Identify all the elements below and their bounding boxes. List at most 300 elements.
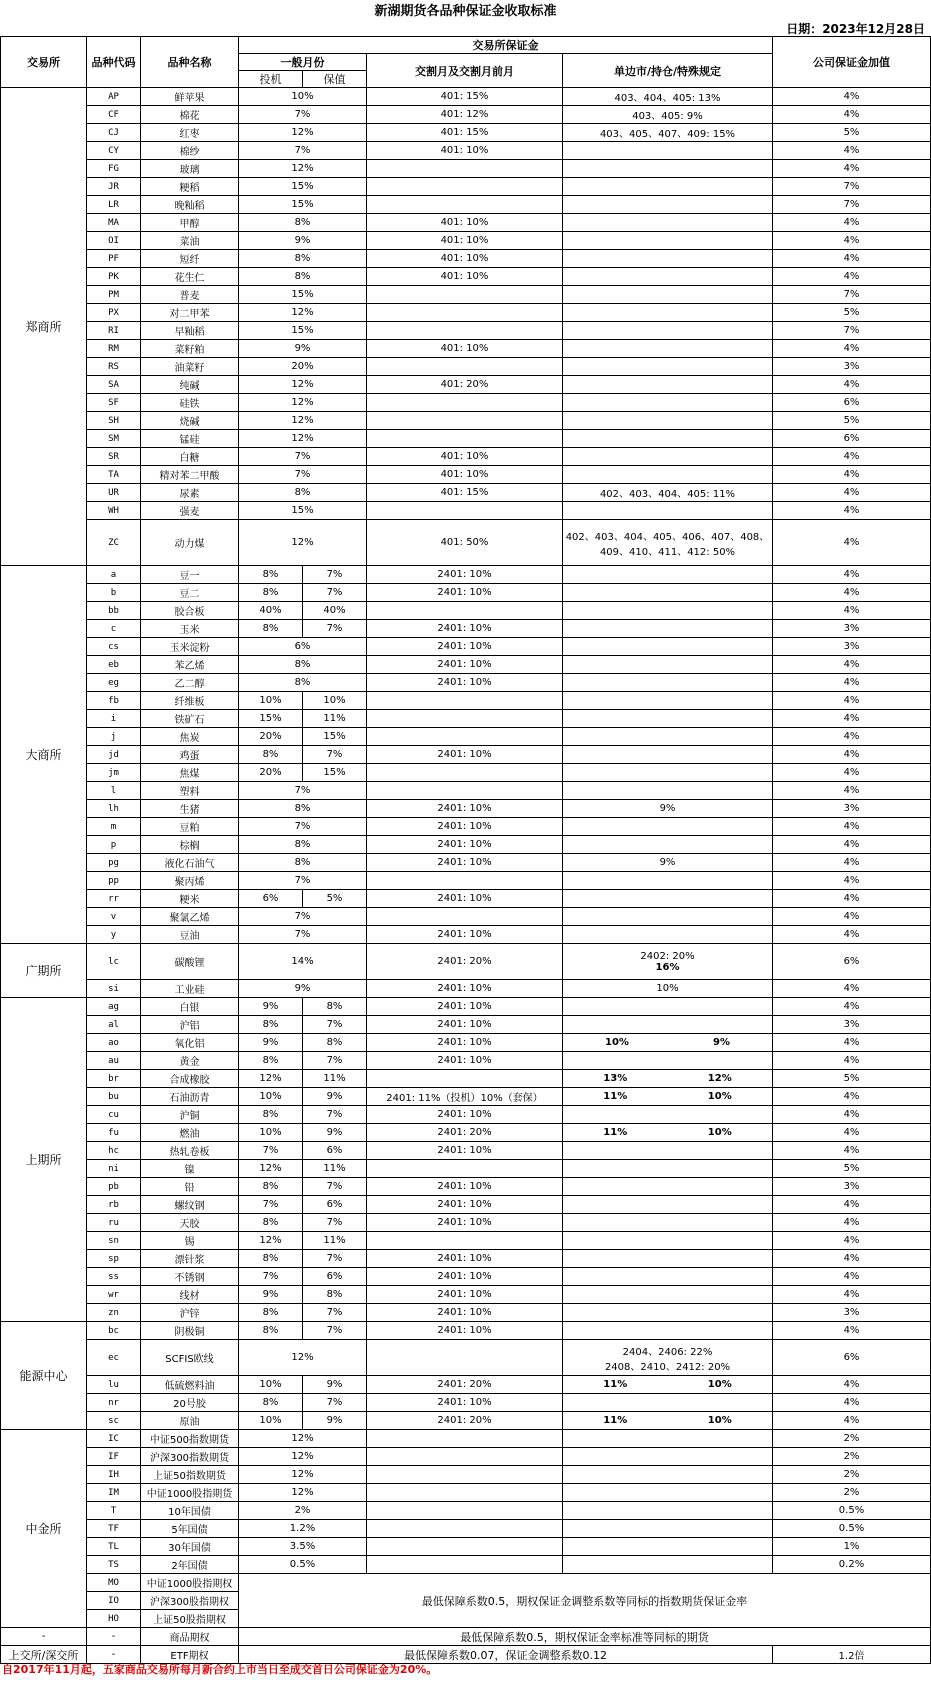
delivery-month-margin: 2401: 20% <box>367 1376 563 1394</box>
special-speculation: 10% <box>605 1037 629 1048</box>
product-name: 玉米 <box>141 620 239 638</box>
product-code: SH <box>87 412 141 430</box>
company-add-margin: 4% <box>773 1124 931 1142</box>
special-rule <box>563 214 773 232</box>
general-hedge: 7% <box>303 584 367 602</box>
company-add-margin: 4% <box>773 584 931 602</box>
special-rule: 403、405、407、409: 15% <box>563 124 773 142</box>
company-add-margin: 4% <box>773 214 931 232</box>
product-name: 短纤 <box>141 250 239 268</box>
company-add-margin: 3% <box>773 1178 931 1196</box>
table-row <box>1 1376 931 1394</box>
product-code: WH <box>87 502 141 520</box>
table-row <box>1 584 931 602</box>
special-rule <box>563 304 773 322</box>
general-hedge: 7% <box>303 746 367 764</box>
delivery-month-margin: 2401: 10% <box>367 1394 563 1412</box>
table-row <box>1 998 931 1016</box>
company-add-margin: 5% <box>773 304 931 322</box>
product-name: 硅铁 <box>141 394 239 412</box>
product-name: 沪铝 <box>141 1016 239 1034</box>
special-rule <box>563 1304 773 1322</box>
table-row <box>1 160 931 178</box>
general-margin: 8% <box>239 674 367 692</box>
product-code: si <box>87 980 141 998</box>
special-line-2: 409、410、411、412: 50% <box>599 546 736 558</box>
company-add-margin: 0.5% <box>773 1502 931 1520</box>
general-margin: 14% <box>239 944 367 980</box>
general-hedge: 9% <box>303 1376 367 1394</box>
general-hedge: 7% <box>303 1250 367 1268</box>
company-add-margin: 4% <box>773 376 931 394</box>
table-row <box>1 1016 931 1034</box>
product-name: 不锈钢 <box>141 1268 239 1286</box>
general-margin: 7% <box>239 818 367 836</box>
header-special: 单边市/持仓/特殊规定 <box>563 54 773 88</box>
table-row <box>1 854 931 872</box>
table-row <box>1 1034 931 1052</box>
special-rule <box>563 1016 773 1034</box>
table-row <box>1 980 931 998</box>
special-rule <box>563 656 773 674</box>
product-name: 低硫燃料油 <box>141 1376 239 1394</box>
table-row <box>1 232 931 250</box>
product-code: bb <box>87 602 141 620</box>
company-add-margin: 5% <box>773 1160 931 1178</box>
general-margin: 8% <box>239 656 367 674</box>
delivery-month-margin <box>367 304 563 322</box>
table-row <box>1 376 931 394</box>
general-hedge: 11% <box>303 1160 367 1178</box>
product-name: 黄金 <box>141 1052 239 1070</box>
product-name: 鸡蛋 <box>141 746 239 764</box>
special-rule <box>563 818 773 836</box>
table-row <box>1 1160 931 1178</box>
table-row <box>1 412 931 430</box>
product-code: ru <box>87 1214 141 1232</box>
product-name: 5年国债 <box>141 1520 239 1538</box>
table-row <box>1 1574 931 1592</box>
product-name: 螺纹钢 <box>141 1196 239 1214</box>
exchange-cell: 郑商所 <box>1 88 87 566</box>
general-hedge: 9% <box>303 1412 367 1430</box>
general-margin: 6% <box>239 638 367 656</box>
special-rule <box>563 142 773 160</box>
special-rule <box>563 890 773 908</box>
table-row <box>1 1628 931 1646</box>
delivery-month-margin: 2401: 20% <box>367 1124 563 1142</box>
special-rule <box>563 1502 773 1520</box>
company-add-margin: 2% <box>773 1466 931 1484</box>
delivery-month-margin: 2401: 20% <box>367 1412 563 1430</box>
delivery-month-margin <box>367 602 563 620</box>
product-code: v <box>87 908 141 926</box>
table-row <box>1 124 931 142</box>
special-line-2: 2408、2410、2412: 20% <box>604 1361 731 1373</box>
company-add-margin: 3% <box>773 1016 931 1034</box>
product-name: 粳稻 <box>141 178 239 196</box>
general-hedge: 9% <box>303 1088 367 1106</box>
delivery-month-margin <box>367 394 563 412</box>
delivery-month-margin <box>367 1340 563 1376</box>
special-rule <box>563 728 773 746</box>
table-row <box>1 1232 931 1250</box>
general-hedge: 11% <box>303 1070 367 1088</box>
general-hedge: 5% <box>303 890 367 908</box>
special-rule <box>563 1196 773 1214</box>
delivery-month-margin: 401: 10% <box>367 448 563 466</box>
product-name: 生猪 <box>141 800 239 818</box>
general-hedge: 9% <box>303 1124 367 1142</box>
delivery-month-margin <box>367 710 563 728</box>
table-row <box>1 1214 931 1232</box>
product-code: fu <box>87 1124 141 1142</box>
product-code: hc <box>87 1142 141 1160</box>
table-row <box>1 502 931 520</box>
general-margin: 9% <box>239 980 367 998</box>
product-name: 棉花 <box>141 106 239 124</box>
company-add-margin: 4% <box>773 1394 931 1412</box>
product-name: 普麦 <box>141 286 239 304</box>
company-add-margin: 4% <box>773 1376 931 1394</box>
table-row <box>1 836 931 854</box>
delivery-month-margin: 2401: 10% <box>367 620 563 638</box>
table-row <box>1 1430 931 1448</box>
delivery-month-margin <box>367 1484 563 1502</box>
table-row <box>1 1178 931 1196</box>
company-add-margin: 4% <box>773 502 931 520</box>
general-hedge: 6% <box>303 1268 367 1286</box>
general-speculation: 8% <box>239 1052 303 1070</box>
general-hedge: 8% <box>303 998 367 1016</box>
product-name: 胶合板 <box>141 602 239 620</box>
company-add-margin: 5% <box>773 124 931 142</box>
header-code: 品种代码 <box>87 37 141 88</box>
company-add-margin: 4% <box>773 890 931 908</box>
special-rule: 10% <box>563 980 773 998</box>
product-code: lu <box>87 1376 141 1394</box>
product-code: br <box>87 1070 141 1088</box>
table-row <box>1 214 931 232</box>
table-row <box>1 944 931 980</box>
product-code: pp <box>87 872 141 890</box>
general-margin: 12% <box>239 1448 367 1466</box>
exchange-cell: 上期所 <box>1 998 87 1322</box>
company-add-margin: 4% <box>773 728 931 746</box>
company-add-margin: 2% <box>773 1484 931 1502</box>
document-title: 新湖期货各品种保证金收取标准 <box>374 4 557 19</box>
table-row <box>1 1322 931 1340</box>
general-margin: 0.5% <box>239 1556 367 1574</box>
product-name: 红枣 <box>141 124 239 142</box>
table-row <box>1 466 931 484</box>
general-margin: 8% <box>239 250 367 268</box>
delivery-month-margin: 2401: 20% <box>367 944 563 980</box>
table-row <box>1 566 931 584</box>
table-row <box>1 746 931 764</box>
general-margin: 8% <box>239 854 367 872</box>
general-margin: 12% <box>239 304 367 322</box>
special-line-1: 2402: 20% <box>640 950 695 962</box>
header-general-month: 一般月份 <box>239 54 367 71</box>
general-speculation: 40% <box>239 602 303 620</box>
product-code: UR <box>87 484 141 502</box>
product-code: y <box>87 926 141 944</box>
document-date: 日期：2023年12月28日 <box>786 22 925 36</box>
product-name: 玉米淀粉 <box>141 638 239 656</box>
exchange-cell: 广期所 <box>1 944 87 998</box>
product-name: 对二甲苯 <box>141 304 239 322</box>
general-speculation: 8% <box>239 1394 303 1412</box>
table-row <box>1 656 931 674</box>
table-row <box>1 430 931 448</box>
delivery-month-margin <box>367 764 563 782</box>
special-rule <box>563 1430 773 1448</box>
company-add-margin: 4% <box>773 1052 931 1070</box>
special-hedge: 10% <box>707 1379 732 1390</box>
special-hedge: 10% <box>707 1415 732 1426</box>
special-rule <box>563 836 773 854</box>
company-add-margin: 4% <box>773 1034 931 1052</box>
product-code: SM <box>87 430 141 448</box>
delivery-month-margin: 2401: 10% <box>367 1250 563 1268</box>
delivery-month-margin: 401: 10% <box>367 250 563 268</box>
company-add-margin: 4% <box>773 160 931 178</box>
exchange-cell: 大商所 <box>1 566 87 944</box>
product-name: 上证50股指期权 <box>141 1610 239 1628</box>
delivery-month-margin: 2401: 10% <box>367 1034 563 1052</box>
product-code: FG <box>87 160 141 178</box>
general-speculation: 9% <box>239 998 303 1016</box>
header-delivery-month: 交割月及交割月前月 <box>367 54 563 88</box>
general-hedge: 40% <box>303 602 367 620</box>
product-code: fb <box>87 692 141 710</box>
general-speculation: 8% <box>239 1322 303 1340</box>
product-name: 氧化铝 <box>141 1034 239 1052</box>
product-code: OI <box>87 232 141 250</box>
company-add-margin: 4% <box>773 1196 931 1214</box>
table-row <box>1 692 931 710</box>
general-margin: 10% <box>239 88 367 106</box>
special-hedge: 10% <box>707 1127 732 1138</box>
general-margin: 12% <box>239 394 367 412</box>
product-name: 焦炭 <box>141 728 239 746</box>
product-name: 热轧卷板 <box>141 1142 239 1160</box>
product-code: - <box>87 1628 141 1646</box>
exchange-cell: 上交所/深交所 <box>1 1646 87 1664</box>
delivery-month-margin <box>367 358 563 376</box>
delivery-month-margin: 401: 10% <box>367 340 563 358</box>
table-row <box>1 638 931 656</box>
product-name: 精对苯二甲酸 <box>141 466 239 484</box>
product-code: bu <box>87 1088 141 1106</box>
special-speculation: 11% <box>603 1415 628 1426</box>
special-rule <box>563 196 773 214</box>
product-code: LR <box>87 196 141 214</box>
general-margin: 7% <box>239 782 367 800</box>
general-margin: 12% <box>239 1430 367 1448</box>
company-add-margin: 4% <box>773 656 931 674</box>
special-hedge: 12% <box>707 1073 732 1084</box>
product-code: rb <box>87 1196 141 1214</box>
product-code: MA <box>87 214 141 232</box>
product-code: ag <box>87 998 141 1016</box>
general-speculation: 8% <box>239 1178 303 1196</box>
table-row <box>1 358 931 376</box>
product-code: ZC <box>87 520 141 566</box>
general-speculation: 8% <box>239 584 303 602</box>
delivery-month-margin: 2401: 10% <box>367 1196 563 1214</box>
margin-table-body <box>1 88 931 1664</box>
margin-table <box>0 36 931 1664</box>
special-hedge: 10% <box>707 1091 732 1102</box>
product-code: p <box>87 836 141 854</box>
company-add-margin: 4% <box>773 782 931 800</box>
company-add-margin: 3% <box>773 620 931 638</box>
product-code: TL <box>87 1538 141 1556</box>
table-row <box>1 1520 931 1538</box>
general-speculation: 8% <box>239 1016 303 1034</box>
table-row <box>1 620 931 638</box>
product-name: 鲜苹果 <box>141 88 239 106</box>
general-margin: 7% <box>239 106 367 124</box>
product-name: 早籼稻 <box>141 322 239 340</box>
company-add-margin: 4% <box>773 1142 931 1160</box>
product-code: T <box>87 1502 141 1520</box>
general-margin: 3.5% <box>239 1538 367 1556</box>
general-hedge: 7% <box>303 1304 367 1322</box>
general-margin: 12% <box>239 412 367 430</box>
general-hedge: 10% <box>303 692 367 710</box>
general-margin: 8% <box>239 836 367 854</box>
company-add-margin: 4% <box>773 142 931 160</box>
special-rule <box>563 1178 773 1196</box>
delivery-month-margin: 2401: 10% <box>367 1286 563 1304</box>
product-name: 菜籽粕 <box>141 340 239 358</box>
special-rule: 402、403、404、405: 11% <box>563 484 773 502</box>
product-code: zn <box>87 1304 141 1322</box>
product-code: nr <box>87 1394 141 1412</box>
table-row <box>1 448 931 466</box>
special-rule <box>563 1520 773 1538</box>
product-code: l <box>87 782 141 800</box>
special-rule <box>563 466 773 484</box>
general-hedge: 8% <box>303 1286 367 1304</box>
special-rule <box>563 448 773 466</box>
general-margin: 12% <box>239 160 367 178</box>
product-name: 沪深300股指期权 <box>141 1592 239 1610</box>
delivery-month-margin: 2401: 10% <box>367 746 563 764</box>
general-speculation: 10% <box>239 1124 303 1142</box>
general-margin: 15% <box>239 286 367 304</box>
company-add-margin: 4% <box>773 106 931 124</box>
delivery-month-margin: 401: 50% <box>367 520 563 566</box>
general-hedge: 7% <box>303 566 367 584</box>
special-rule <box>563 1232 773 1250</box>
company-add-margin: 4% <box>773 854 931 872</box>
product-name: 豆油 <box>141 926 239 944</box>
general-hedge: 7% <box>303 1394 367 1412</box>
product-code: TA <box>87 466 141 484</box>
product-name: 液化石油气 <box>141 854 239 872</box>
company-add-margin: 4% <box>773 980 931 998</box>
general-margin: 8% <box>239 214 367 232</box>
product-name: 强麦 <box>141 502 239 520</box>
company-add-margin: 5% <box>773 412 931 430</box>
product-code: sc <box>87 1412 141 1430</box>
product-name: 上证50指数期货 <box>141 1466 239 1484</box>
company-add-margin: 4% <box>773 926 931 944</box>
general-speculation: 7% <box>239 1268 303 1286</box>
table-row <box>1 1250 931 1268</box>
general-margin: 7% <box>239 872 367 890</box>
company-add-margin: 4% <box>773 836 931 854</box>
table-row <box>1 88 931 106</box>
header-hedge: 保值 <box>303 71 367 88</box>
table-row <box>1 1088 931 1106</box>
company-add-margin: 4% <box>773 1412 931 1430</box>
product-code: j <box>87 728 141 746</box>
general-speculation: 15% <box>239 710 303 728</box>
company-add-margin: 3% <box>773 638 931 656</box>
product-name: 商品期权 <box>141 1628 239 1646</box>
product-code: eg <box>87 674 141 692</box>
special-speculation: 13% <box>603 1073 628 1084</box>
general-hedge: 7% <box>303 620 367 638</box>
special-rule <box>563 1088 773 1106</box>
delivery-month-margin: 401: 15% <box>367 124 563 142</box>
product-name: ETF期权 <box>141 1646 239 1664</box>
company-add-margin: 3% <box>773 800 931 818</box>
delivery-month-margin <box>367 412 563 430</box>
delivery-month-margin: 401: 10% <box>367 142 563 160</box>
table-row <box>1 908 931 926</box>
product-name: 玻璃 <box>141 160 239 178</box>
table-row <box>1 1502 931 1520</box>
table-row <box>1 1070 931 1088</box>
product-code: PM <box>87 286 141 304</box>
special-speculation: 11% <box>603 1379 628 1390</box>
general-margin: 12% <box>239 520 367 566</box>
header-exchange-margin: 交易所保证金 <box>239 37 773 54</box>
general-margin: 15% <box>239 178 367 196</box>
product-name: 花生仁 <box>141 268 239 286</box>
special-rule <box>563 1160 773 1178</box>
general-hedge: 7% <box>303 1052 367 1070</box>
delivery-month-margin <box>367 502 563 520</box>
company-add-margin: 7% <box>773 322 931 340</box>
table-row <box>1 674 931 692</box>
general-margin: 20% <box>239 358 367 376</box>
delivery-month-margin <box>367 430 563 448</box>
product-code: HO <box>87 1610 141 1628</box>
product-name: 中证1000股指期权 <box>141 1574 239 1592</box>
delivery-month-margin: 2401: 10% <box>367 890 563 908</box>
general-speculation: 8% <box>239 1106 303 1124</box>
table-row <box>1 1304 931 1322</box>
product-code: bc <box>87 1322 141 1340</box>
product-code: ao <box>87 1034 141 1052</box>
table-row <box>1 1268 931 1286</box>
delivery-month-margin <box>367 692 563 710</box>
general-speculation: 12% <box>239 1160 303 1178</box>
delivery-month-margin: 2401: 10% <box>367 800 563 818</box>
general-margin: 12% <box>239 376 367 394</box>
special-rule <box>563 502 773 520</box>
general-margin: 7% <box>239 926 367 944</box>
special-rule <box>563 1322 773 1340</box>
special-rule <box>563 710 773 728</box>
